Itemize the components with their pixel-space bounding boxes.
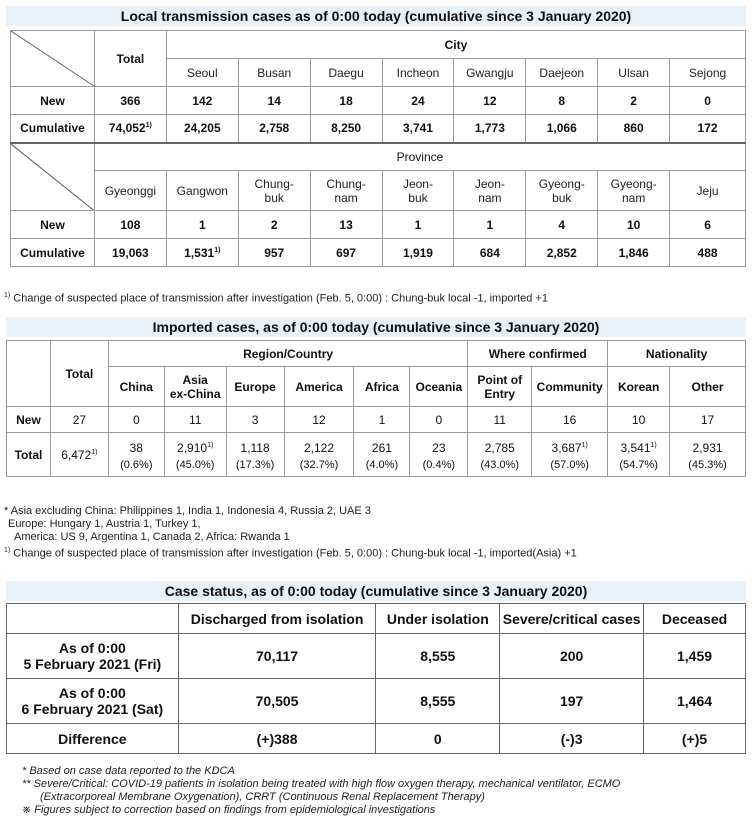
city-cumulative-value: 8,250	[310, 115, 382, 143]
province-name: Chung- nam	[310, 171, 382, 211]
status-value: 200	[500, 634, 644, 679]
imported-new-value: 1	[354, 407, 410, 433]
province-cumulative-value: 2,852	[526, 239, 598, 267]
imported-percent-value: (17.3%)	[226, 455, 284, 477]
imported-cases-title: Imported cases, as of 0:00 today (cumulative since 3 January 2020)	[6, 317, 746, 337]
imported-new-value: 0	[108, 407, 164, 433]
local-transmission-title: Local transmission cases as of 0:00 today (cumulative since 3 January 2020)	[6, 6, 746, 26]
province-cumulative-value: 684	[454, 239, 526, 267]
province-name: Jeon- nam	[454, 171, 526, 211]
province-cumulative-value: 957	[238, 239, 310, 267]
city-name-daegu: Daegu	[310, 59, 382, 87]
city-new-value: 0	[670, 87, 746, 115]
imported-col-header: Other	[670, 367, 746, 407]
imported-footnotes: * Asia excluding China: Philippines 1, India 1, Indonesia 4, Russia 2, UAE 3 Europe: Hungary 1, Austria 1, Turkey 1, America: US 9, Argentina 1, Canada 2, Africa: Rwanda 1 $^{1)}$ Change of suspected place of transmission after investigation (Feb. 5, 0:00) : Chung-buk local -1, imported(Asia) +1	[4, 505, 577, 560]
province-header: Province	[94, 143, 745, 171]
total-header: Total	[94, 31, 166, 87]
imported-col-header: China	[108, 367, 164, 407]
imported-percent-value: (45.3%)	[670, 455, 746, 477]
status-value: 8,555	[376, 679, 500, 724]
province-new-value: 4	[526, 211, 598, 239]
city-name-ulsan: Ulsan	[598, 59, 670, 87]
imported-col-header: Community	[532, 367, 608, 407]
imported-percent-value: (57.0%)	[532, 455, 608, 477]
region-header: Region/Country	[108, 341, 467, 367]
province-cumulative-value: 19,063	[94, 239, 166, 267]
city-name-incheon: Incheon	[382, 59, 454, 87]
city-name-daejeon: Daejeon	[526, 59, 598, 87]
city-cumulative-value: 860	[598, 115, 670, 143]
row-label-new: New	[11, 87, 95, 115]
city-cumulative-value: 2,758	[238, 115, 310, 143]
city-new-value: 24	[382, 87, 454, 115]
province-new-value: 13	[310, 211, 382, 239]
province-cumulative-value: 488	[670, 239, 746, 267]
city-new-value: 2	[598, 87, 670, 115]
row-label-new: New	[11, 211, 95, 239]
province-name: Gyeonggi	[94, 171, 166, 211]
imported-col-header: Asia ex-China	[164, 367, 226, 407]
province-name: Gyeong- nam	[598, 171, 670, 211]
nationality-header: Nationality	[608, 341, 746, 367]
row-label-cumulative: Cumulative	[11, 239, 95, 267]
imported-total-value: 261	[354, 433, 410, 455]
row-label-cumulative: Cumulative	[11, 115, 95, 143]
case-status-table	[6, 603, 746, 754]
province-name: Jeon- buk	[382, 171, 454, 211]
local-footnote: $^{1)}$ Change of suspected place of transmission after investigation (Feb. 5, 0:00) : Chung-buk local -1, imported +1	[4, 292, 549, 305]
status-header: Severe/critical cases	[500, 604, 644, 634]
city-header: City	[166, 31, 745, 59]
imported-percent-value: (0.4%)	[410, 455, 468, 477]
total-cumulative: 74,052$^{1)}$	[94, 115, 166, 143]
row-label-feb6: As of 0:00 6 February 2021 (Sat)	[7, 679, 179, 724]
imported-new-value: 10	[608, 407, 670, 433]
corner-cell	[7, 341, 51, 407]
province-new-value: 10	[598, 211, 670, 239]
imported-total-value: 2,931	[670, 433, 746, 455]
status-value: 70,505	[178, 679, 376, 724]
province-name: Chung- buk	[238, 171, 310, 211]
imported-total-value: 3,687$^{1)}$	[532, 433, 608, 455]
imported-total-value: 2,122	[284, 433, 354, 455]
imported-col-header: Point of Entry	[468, 367, 532, 407]
imported-percent-value: (45.0%)	[164, 455, 226, 477]
imported-percent-value: (32.7%)	[284, 455, 354, 477]
imported-new-value: 11	[164, 407, 226, 433]
row-label-total: Total	[7, 433, 51, 477]
imported-percent-value: (4.0%)	[354, 455, 410, 477]
imported-total-header: Total	[50, 341, 108, 407]
status-value: 197	[500, 679, 644, 724]
imported-new-value: 16	[532, 407, 608, 433]
city-cumulative-value: 24,205	[166, 115, 238, 143]
imported-new-value: 0	[410, 407, 468, 433]
imported-percent-value: (54.7%)	[608, 455, 670, 477]
imported-total-value: 23	[410, 433, 468, 455]
imported-total-value: 3,541$^{1)}$	[608, 433, 670, 455]
status-value: 1,464	[644, 679, 746, 724]
imported-col-header: Oceania	[410, 367, 468, 407]
row-label-difference: Difference	[7, 724, 179, 754]
province-cumulative-value: 1,919	[382, 239, 454, 267]
imported-new-value: 17	[670, 407, 746, 433]
status-header: Under isolation	[376, 604, 500, 634]
province-name: Gangwon	[166, 171, 238, 211]
imported-total-new: 27	[50, 407, 108, 433]
imported-total-total: 6,472$^{1)}$	[50, 433, 108, 477]
total-new: 366	[94, 87, 166, 115]
province-name: Gyeong- buk	[526, 171, 598, 211]
imported-percent-value: (0.6%)	[108, 455, 164, 477]
imported-total-value: 1,118	[226, 433, 284, 455]
province-new-value: 6	[670, 211, 746, 239]
difference-value: (+)388	[178, 724, 376, 754]
where-confirmed-header: Where confirmed	[468, 341, 608, 367]
city-new-value: 12	[454, 87, 526, 115]
city-cumulative-value: 1,773	[454, 115, 526, 143]
imported-col-header: Africa	[354, 367, 410, 407]
city-new-value: 14	[238, 87, 310, 115]
province-new-value: 2	[238, 211, 310, 239]
province-cumulative-value: 1,846	[598, 239, 670, 267]
status-header: Deceased	[644, 604, 746, 634]
status-value: 70,117	[178, 634, 376, 679]
province-new-value: 108	[94, 211, 166, 239]
province-new-value: 1	[382, 211, 454, 239]
province-cumulative-value: 1,531$^{1)}$	[166, 239, 238, 267]
difference-value: (+)5	[644, 724, 746, 754]
imported-col-header: Korean	[608, 367, 670, 407]
corner-cell	[11, 31, 95, 87]
row-label-new: New	[7, 407, 51, 433]
corner-cell-province	[11, 143, 95, 211]
imported-new-value: 3	[226, 407, 284, 433]
corner-cell	[7, 604, 179, 634]
imported-total-value: 38	[108, 433, 164, 455]
city-name-sejong: Sejong	[670, 59, 746, 87]
city-name-busan: Busan	[238, 59, 310, 87]
imported-col-header: America	[284, 367, 354, 407]
city-name-gwangju: Gwangju	[454, 59, 526, 87]
province-name: Jeju	[670, 171, 746, 211]
case-status-title: Case status, as of 0:00 today (cumulative since 3 January 2020)	[6, 581, 746, 601]
local-transmission-table	[10, 30, 746, 267]
city-new-value: 18	[310, 87, 382, 115]
status-header: Discharged from isolation	[178, 604, 376, 634]
imported-new-value: 11	[468, 407, 532, 433]
imported-total-value: 2,910$^{1)}$	[164, 433, 226, 455]
status-value: 8,555	[376, 634, 500, 679]
imported-total-value: 2,785	[468, 433, 532, 455]
status-footnotes: * Based on case data reported to the KDCA ** Severe/Critical: COVID-19 patients in isolation being treated with high flow oxygen therapy, mechanical ventilator, ECMO (Extracorporeal Membrane Oxygenation), CRRT (Continuous Renal Replacement Therapy) ※ Figures subject to correction based on findings from epidemiological investigations	[22, 765, 621, 816]
province-new-value: 1	[166, 211, 238, 239]
city-cumulative-value: 3,741	[382, 115, 454, 143]
imported-percent-value: (43.0%)	[468, 455, 532, 477]
imported-new-value: 12	[284, 407, 354, 433]
city-new-value: 142	[166, 87, 238, 115]
difference-value: (-)3	[500, 724, 644, 754]
city-new-value: 8	[526, 87, 598, 115]
province-cumulative-value: 697	[310, 239, 382, 267]
row-label-feb5: As of 0:00 5 February 2021 (Fri)	[7, 634, 179, 679]
city-name-seoul: Seoul	[166, 59, 238, 87]
province-new-value: 1	[454, 211, 526, 239]
city-cumulative-value: 1,066	[526, 115, 598, 143]
difference-value: 0	[376, 724, 500, 754]
imported-col-header: Europe	[226, 367, 284, 407]
imported-cases-table	[6, 340, 746, 477]
status-value: 1,459	[644, 634, 746, 679]
city-cumulative-value: 172	[670, 115, 746, 143]
